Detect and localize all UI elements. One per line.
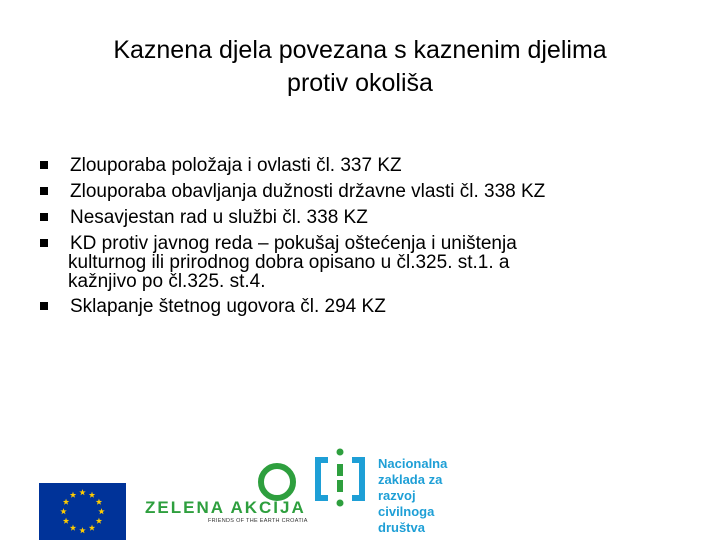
zelena-akcija-subtitle: FRIENDS OF THE EARTH CROATIA bbox=[208, 518, 308, 524]
square-bullet-icon bbox=[40, 302, 48, 310]
slide-title bbox=[40, 34, 680, 100]
nacionalna-zaklada-name bbox=[378, 456, 447, 536]
nacionalna-zaklada-logo bbox=[314, 446, 494, 540]
slide-title-line-1: Kaznena djela povezana s kaznenim djelima bbox=[113, 36, 607, 64]
nacionalna-zaklada-line: razvoj bbox=[378, 488, 416, 503]
nacionalna-zaklada-bracket-icon bbox=[314, 446, 374, 540]
square-bullet-icon bbox=[40, 161, 48, 169]
zelena-akcija-logo bbox=[140, 460, 308, 540]
eu-star-icon bbox=[89, 492, 95, 498]
eu-star-icon bbox=[70, 492, 76, 498]
eu-star-icon bbox=[79, 527, 85, 533]
bullet-text: Zlouporaba položaja i ovlasti čl. 337 KZ bbox=[70, 155, 402, 176]
bullet-item bbox=[38, 234, 688, 291]
bullet-text: Sklapanje štetnog ugovora čl. 294 KZ bbox=[70, 296, 386, 317]
eu-star-icon bbox=[70, 525, 76, 531]
bullet-list bbox=[38, 156, 688, 323]
zelena-akcija-ring-icon bbox=[258, 463, 296, 501]
eu-star-icon bbox=[98, 508, 104, 514]
square-bullet-icon bbox=[40, 239, 48, 247]
bullet-item bbox=[38, 208, 688, 227]
nacionalna-zaklada-line: zaklada za bbox=[378, 472, 443, 487]
bullet-item bbox=[38, 297, 688, 316]
bullet-text-line-1: KD protiv javnog reda – pokušaj oštećenja i uništenja bbox=[70, 233, 517, 254]
square-bullet-icon bbox=[40, 187, 48, 195]
nacionalna-zaklada-line: civilnoga bbox=[378, 504, 435, 519]
square-bullet-icon bbox=[40, 213, 48, 221]
eu-star-icon bbox=[79, 489, 85, 495]
nacionalna-zaklada-line: Nacionalna bbox=[378, 456, 448, 471]
eu-star-icon bbox=[89, 525, 95, 531]
eu-star-icon bbox=[60, 508, 66, 514]
bullet-item bbox=[38, 156, 688, 175]
eu-star-icon bbox=[96, 518, 102, 524]
bullet-item bbox=[38, 182, 688, 201]
bullet-text: Nesavjestan rad u službi čl. 338 KZ bbox=[70, 207, 368, 228]
bullet-text: Zlouporaba obavljanja dužnosti državne vlasti čl. 338 KZ bbox=[70, 181, 546, 202]
slide-title-line-2: protiv okoliša bbox=[287, 69, 433, 97]
bullet-text-line-3: kažnjivo po čl.325. st.4. bbox=[68, 271, 266, 292]
zelena-akcija-name: ZELENA AKCIJA bbox=[145, 498, 306, 517]
bullet-text-line-2: kulturnog ili prirodnog dobra opisano u čl.325. st.1. a bbox=[68, 252, 510, 273]
eu-star-icon bbox=[63, 499, 69, 505]
eu-flag-icon bbox=[39, 483, 126, 540]
eu-star-icon bbox=[63, 518, 69, 524]
nacionalna-zaklada-line: društva bbox=[378, 520, 425, 535]
eu-star-icon bbox=[96, 499, 102, 505]
